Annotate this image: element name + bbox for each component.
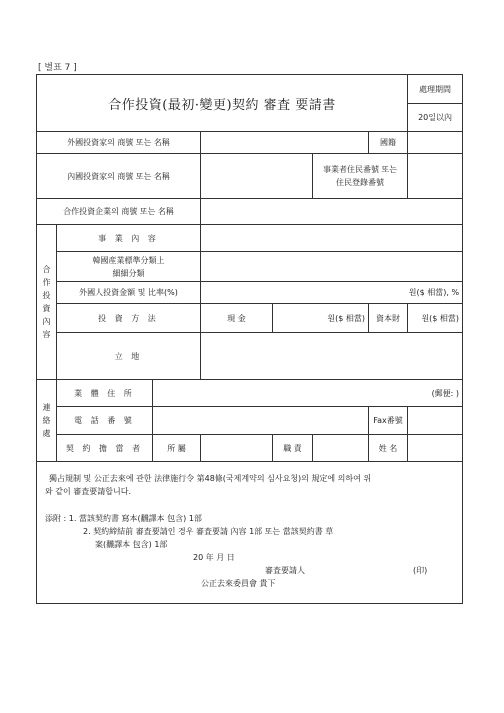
name-label: 姓 名 bbox=[369, 435, 408, 462]
joint-company-field[interactable] bbox=[201, 199, 463, 225]
phone-field[interactable] bbox=[153, 407, 369, 435]
investment-amount-field[interactable]: 원($ 相當), % bbox=[201, 282, 463, 304]
cash-field[interactable]: 원($ 相當) bbox=[273, 304, 369, 333]
business-reg-no-field[interactable] bbox=[408, 154, 463, 199]
business-content-label: 事 業 內 容 bbox=[57, 225, 201, 252]
industry-class-line1: 韓國産業標準分類上 bbox=[92, 255, 165, 265]
processing-period-value: 20일以內 bbox=[408, 104, 463, 132]
capital-goods-label: 資本財 bbox=[369, 304, 408, 333]
name-field[interactable] bbox=[408, 435, 463, 462]
joint-company-label: 合作投資企業의 商號 또는 名稱 bbox=[37, 199, 201, 225]
business-content-field[interactable] bbox=[201, 225, 463, 252]
form-label: [ 별표 7 ] bbox=[38, 63, 77, 73]
industry-class-line2: 細細分類 bbox=[112, 268, 145, 278]
addressee: 公正去來委員會 貴下 bbox=[201, 579, 276, 588]
domestic-investor-field[interactable] bbox=[201, 154, 313, 199]
phone-label: 電 話 番 號 bbox=[57, 407, 153, 435]
attachment-line2: 2. 契約締結前 審査要請인 경우 審査要請 內容 1部 또는 當該契約書 草 bbox=[83, 527, 334, 536]
location-label: 立 地 bbox=[57, 333, 201, 380]
statement-block bbox=[37, 462, 463, 604]
requester-line bbox=[43, 564, 456, 577]
seal-mark: (印) bbox=[413, 566, 428, 575]
attachment-line3: 案(飜譯本 包含) 1部 bbox=[95, 540, 168, 549]
foreign-investor-label: 外國投資家의 商號 또는 名稱 bbox=[37, 132, 201, 154]
statement-line2: 와 같이 審査要請합니다. bbox=[45, 487, 131, 496]
foreign-investor-field[interactable] bbox=[201, 132, 369, 154]
date-line: 20 年 月 日 bbox=[193, 553, 235, 562]
capital-goods-field[interactable]: 원($ 相當) bbox=[408, 304, 463, 333]
cash-label: 現 金 bbox=[201, 304, 273, 333]
request-form-table bbox=[36, 74, 463, 604]
fax-label: Fax番號 bbox=[369, 407, 408, 435]
form-title-cell bbox=[37, 75, 408, 132]
statement-line1: 獨占規制 및 公正去來에 관한 法律施行令 第48條(국제계약의 심사요청)의 規定에 의하여 위 bbox=[49, 474, 372, 483]
business-reg-no-line2: 住民登錄番號 bbox=[336, 178, 385, 187]
attachment-line1: 添附 : 1. 當該契約書 寫本(飜譯本 包含) 1部 bbox=[45, 514, 202, 523]
position-field[interactable] bbox=[313, 435, 369, 462]
contact-section-label: 連 絡 處 bbox=[37, 380, 57, 462]
department-field[interactable] bbox=[201, 435, 273, 462]
department-label: 所 屬 bbox=[153, 435, 201, 462]
content-section-label: 合 作 投 資 內 容 bbox=[37, 225, 57, 380]
form-title: 合作投資(最初·變更)契約 審査 要請書 bbox=[108, 97, 336, 113]
contract-manager-label: 契 約 擔 當 者 bbox=[57, 435, 153, 462]
industry-class-field[interactable] bbox=[201, 252, 463, 282]
nationality-field[interactable] bbox=[408, 132, 463, 154]
processing-period-label: 處理期間 bbox=[408, 75, 463, 104]
business-reg-no-label bbox=[313, 154, 408, 199]
address-field[interactable]: (郵便: ) bbox=[153, 380, 463, 407]
location-field[interactable] bbox=[201, 333, 463, 380]
address-label: 業 體 住 所 bbox=[57, 380, 153, 407]
nationality-label: 國籍 bbox=[369, 132, 408, 154]
investment-method-label: 投 資 方 法 bbox=[57, 304, 201, 333]
domestic-investor-label: 內國投資家의 商號 또는 名稱 bbox=[37, 154, 201, 199]
business-reg-no-line1: 事業者住民番號 또는 bbox=[323, 165, 398, 174]
fax-field[interactable] bbox=[408, 407, 463, 435]
requester-label: 審査要請人 bbox=[265, 566, 305, 575]
investment-amount-label: 外國人投資金額 및 比率(%) bbox=[57, 282, 201, 304]
position-label: 職 責 bbox=[273, 435, 313, 462]
industry-class-label bbox=[57, 252, 201, 282]
